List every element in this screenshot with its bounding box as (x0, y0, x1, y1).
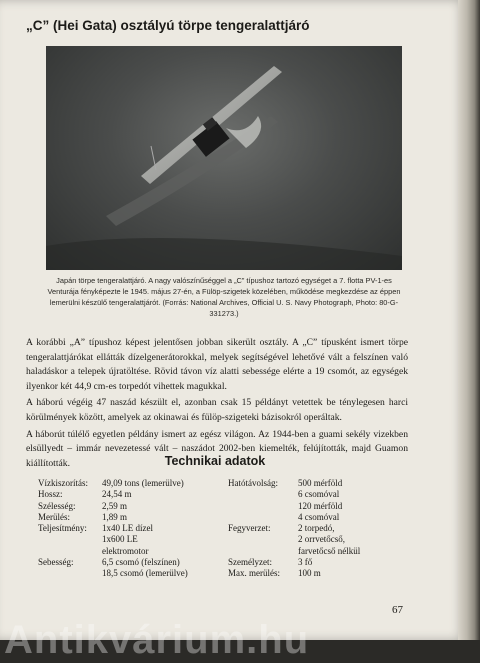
page-number: 67 (392, 604, 403, 616)
spec-key: Fegyverzet: (228, 523, 271, 534)
spec-row (38, 489, 248, 500)
spec-value: 3 fő (298, 557, 313, 568)
spec-value: 6 csomóval (298, 489, 340, 500)
paragraph: A korábbi „A” típushoz képest jelentősen jobban sikerült osztály. A „C” típusként ismert törpe tengeralattjárókat ellátták dízelgenerátorokkal, melyek segítségével lehetővé vált a felszínen való haladáskor a telepek újratöltése. Rövid távon víz alatti sebessége elérte a 19 csomót, az egységek ilyenkor két 44,9 cm-es torpedót vihettek magukkal. (26, 337, 408, 392)
spec-value: 2 orrvetőcső, (298, 534, 345, 545)
page-edge (458, 0, 480, 640)
spec-key: Személyzet: (228, 557, 272, 568)
spec-value: 1x600 LE (102, 534, 138, 545)
spec-key (228, 512, 298, 523)
spec-key (228, 546, 298, 557)
spec-key: Szélesség: (38, 500, 76, 511)
spec-row (228, 489, 428, 500)
spec-row (38, 478, 248, 489)
spec-row (38, 501, 248, 512)
spec-row (38, 546, 248, 557)
spec-row (228, 512, 428, 523)
spec-row (228, 546, 428, 557)
spec-key: Teljesítmény: (38, 523, 87, 534)
body-text (26, 336, 408, 473)
spec-value: 2,59 m (102, 500, 128, 511)
spec-key (228, 501, 298, 512)
spec-row (38, 534, 248, 545)
spec-key (38, 534, 102, 545)
spec-key: Max. merülés: (228, 568, 280, 579)
spec-key: Hossz: (38, 489, 63, 500)
spec-value: elektromotor (102, 545, 149, 556)
spec-row (228, 568, 428, 579)
spec-row (228, 478, 428, 489)
submarine-photo (46, 46, 402, 270)
photo-caption: Japán törpe tengeralattjáró. A nagy valószínűséggel a „C” típushoz tartozó egységet a 7. flotta PV-1-es Venturája fényképezte le 1945. május 27-én, a Fülöp-szigetek közelében, működése megkezdése az éppen lemerülni készülő tengeralattjárót. (Forrás: National Archives, Official U. S. Navy Photograph, Photo: 80-G-331273.) (47, 276, 401, 318)
spec-key (38, 546, 102, 557)
spec-row (38, 568, 248, 579)
spec-value: 1,89 m (102, 511, 128, 522)
tech-specs-title: Technikai adatok (164, 454, 266, 468)
watermark: Antikvárium.hu (4, 618, 310, 662)
spec-row (228, 523, 428, 534)
spec-value: farvetőcső nélkül (298, 545, 361, 556)
spec-value: 1x40 LE dízel (102, 523, 153, 534)
spec-row (38, 523, 248, 534)
spec-key: Hatótávolság: (228, 478, 278, 488)
spec-row (38, 557, 248, 568)
paragraph: A háború végéig 47 naszád készült el, azonban csak 15 példányt vetettek be ténylegesen harci körülmények között, amelyek az okinawai és fülöp-szigeteki bázisokról operáltak. (26, 397, 408, 423)
spec-key (228, 489, 298, 500)
spec-value: 49,09 tons (lemerülve) (102, 478, 184, 488)
spec-value: 2 torpedó, (298, 523, 335, 534)
spec-key (228, 534, 298, 545)
spec-value: 100 m (298, 568, 321, 579)
spec-value: 6,5 csomó (felszínen) (102, 557, 180, 568)
paragraph: A háborút túlélő egyetlen példány ismert az egész világon. Az 1944-ben a guami sekély vizekben elsüllyedt – immár nevezetessé vált – naszádot 2002-ben kiemelték, felújították, majd Guamon kiállították. (26, 428, 408, 469)
spec-row (228, 501, 428, 512)
specs-left-column (38, 478, 248, 580)
spec-row (228, 557, 428, 568)
spec-value: 500 mérföld (298, 478, 343, 488)
spec-value: 18,5 csomó (lemerülve) (102, 568, 188, 579)
page-heading: „C” (Hei Gata) osztályú törpe tengeralattjáró (26, 18, 310, 33)
spec-row (228, 534, 428, 545)
spec-value: 120 mérföld (298, 500, 343, 511)
spec-key (38, 568, 102, 579)
spec-value: 24,54 m (102, 489, 132, 500)
spec-key: Merülés: (38, 511, 70, 522)
specs-right-column (228, 478, 428, 580)
spec-key: Vízkiszorítás: (38, 478, 88, 488)
spec-key: Sebesség: (38, 557, 74, 568)
spec-value: 4 csomóval (298, 511, 340, 522)
spec-row (38, 512, 248, 523)
